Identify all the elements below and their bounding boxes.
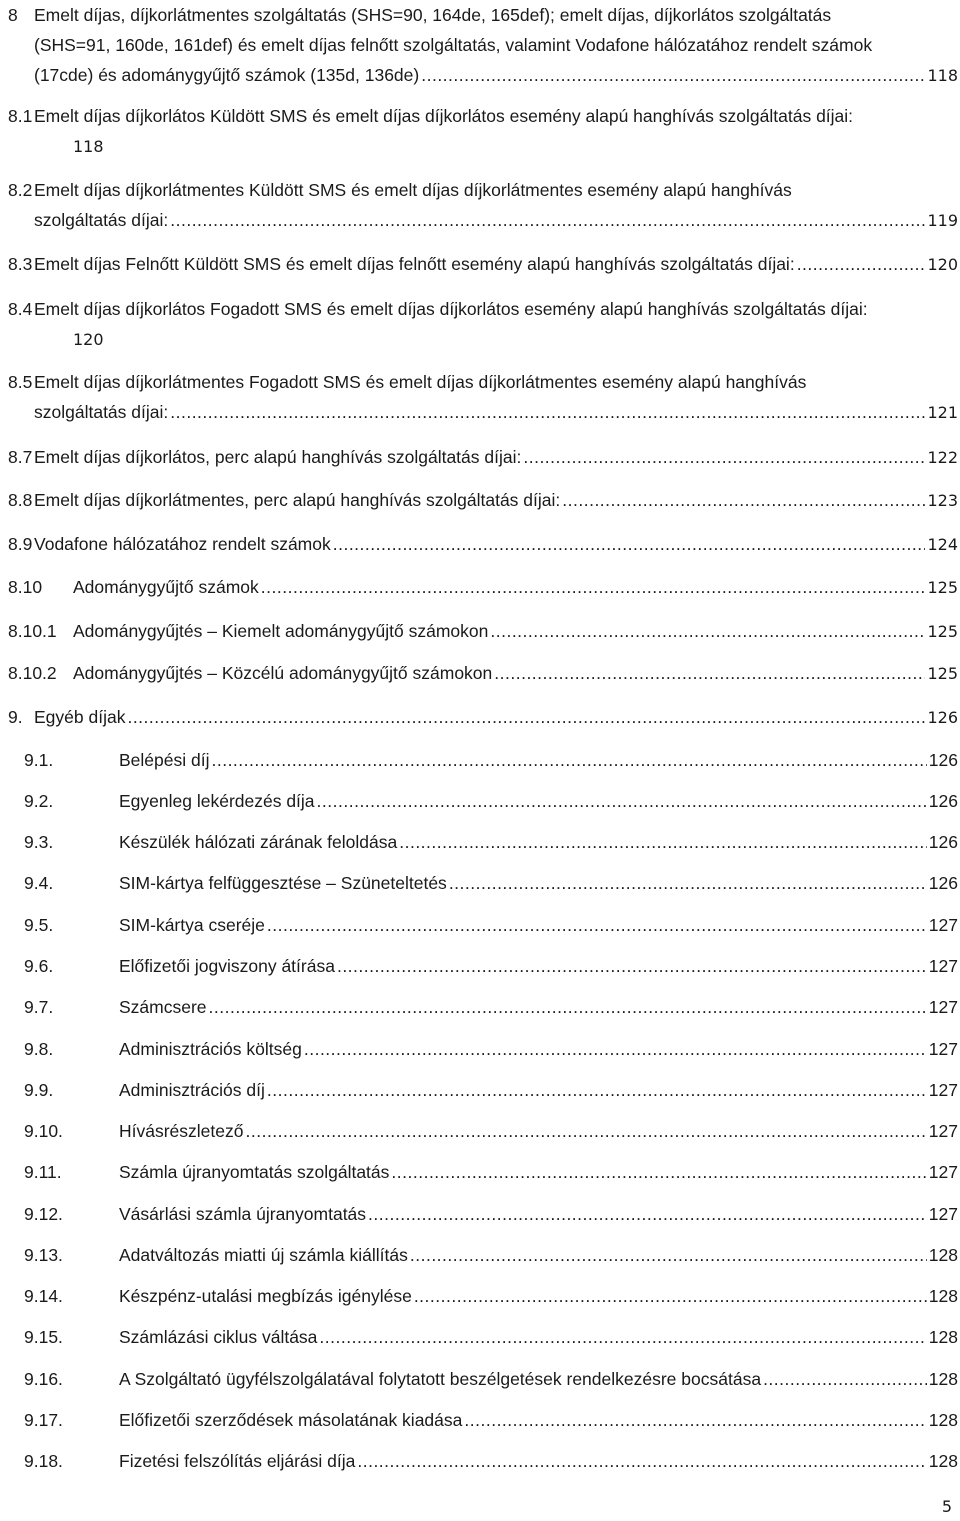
dot-leader [449,871,927,895]
toc-entry-number: 9.7. [24,997,54,1017]
toc-entry-page: 124 [927,535,958,554]
toc-entry-title: Vásárlási számla újranyomtatás [119,1204,367,1224]
toc-entry-title: Előfizetői szerződések másolatának kiadása [119,1410,463,1430]
toc-entry-number: 9.5. [24,915,54,935]
dot-leader [797,252,926,276]
toc-entry-title: Vodafone hálózatához rendelt számok [34,534,331,554]
toc-entry-title: Készülék hálózati zárának feloldása [119,832,398,852]
toc-entry-title: Fizetési felszólítás eljárási díja [119,1451,356,1471]
toc-entry-title: (17cde) és adománygyűjtő számok (135d, 136de) [34,65,420,85]
toc-entry-number: 8.9 [8,534,33,554]
toc-entry-number: 8.1 [8,106,33,126]
toc-entry-title: Emelt díjas díjkorlátos Küldött SMS és emelt díjas díjkorlátos esemény alapú hanghívás szolgáltatás díjai: [34,106,854,126]
toc-entry-title: SIM-kártya cseréje [119,915,265,935]
dot-leader [399,830,927,854]
dot-leader [333,532,926,556]
toc-entry-number: 8.8 [8,490,33,510]
toc-entry-title: Adománygyűjtés – Kiemelt adománygyűjtő számokon [73,621,489,641]
dot-leader [464,1408,926,1432]
dot-leader [261,575,926,599]
toc-entry-page: 128 [928,1286,958,1306]
toc-entry-title: SIM-kártya felfüggesztése – Szüneteltetés [119,873,447,893]
toc-entry-title: Adminisztrációs költség [119,1039,302,1059]
toc-entry-number: 9.18. [24,1451,63,1471]
toc-entry-page: 127 [928,1204,958,1224]
toc-entry-page: 120 [73,330,104,349]
dot-leader [170,400,925,424]
toc-entry-page: 123 [927,491,958,510]
toc-entry-number: 9.3. [24,832,54,852]
toc-entry-page: 126 [928,873,958,893]
toc-entry-title: Emelt díjas díjkorlátmentes Fogadott SMS és emelt díjas díjkorlátmentes esemény alapú hanghívás [34,372,807,392]
toc-entry-title: Belépési díj [119,750,210,770]
toc-entry-page: 127 [928,1039,958,1059]
dot-leader [304,1037,927,1061]
toc-entry-number: 8.10.1 [8,621,57,641]
toc-entry-page: 128 [928,1245,958,1265]
toc-entry-title: Készpénz-utalási megbízás igénylése [119,1286,412,1306]
toc-entry-page: 126 [927,708,958,727]
toc-entry-page: 118 [73,137,104,156]
dot-leader [421,63,925,87]
toc-entry-page: 127 [928,1162,958,1182]
toc-entry-number: 8.7 [8,447,33,467]
toc-entry-title: Emelt díjas díjkorlátos Fogadott SMS és emelt díjas díjkorlátos esemény alapú hanghívás szolgáltatás díjai: [34,299,868,319]
toc-entry-title: Számlázási ciklus váltása [119,1327,318,1347]
toc-entry-number: 9.11. [24,1162,62,1182]
toc-entry-title: Adománygyűjtő számok [73,577,259,597]
toc-entry-page: 126 [928,791,958,811]
toc-entry-number: 8.3 [8,254,33,274]
toc-entry-page: 127 [928,1121,958,1141]
dot-leader [209,995,927,1019]
toc-entry-page: 122 [927,448,958,467]
dot-leader [317,789,927,813]
toc-entry-number: 9.1. [24,750,54,770]
toc-entry-page: 126 [928,832,958,852]
toc-entry-title: Adminisztrációs díj [119,1080,265,1100]
toc-entry-page: 118 [927,66,958,85]
toc-entry-number: 9.16. [24,1369,63,1389]
toc-entry-title: szolgáltatás díjai: [34,210,169,230]
toc-entry-page: 127 [928,1080,958,1100]
toc-entry-page: 128 [928,1410,958,1430]
dot-leader [490,619,925,643]
dot-leader [562,488,925,512]
dot-leader [523,445,925,469]
dot-leader [357,1449,926,1473]
dot-leader [414,1284,927,1308]
toc-entry-number: 8.4 [8,299,33,319]
toc-entry-number: 9.15. [24,1327,63,1347]
dot-leader [763,1367,927,1391]
toc-entry-title: Számcsere [119,997,207,1017]
toc-entry-title: Emelt díjas díjkorlátmentes, perc alapú hanghívás szolgáltatás díjai: [34,490,561,510]
toc-entry-page: 127 [928,915,958,935]
dot-leader [267,913,927,937]
toc-entry-title: szolgáltatás díjai: [34,402,169,422]
toc-entry-page: 121 [927,403,958,422]
dot-leader [368,1202,927,1226]
toc-entry-page: 126 [928,750,958,770]
toc-entry-page: 127 [928,956,958,976]
toc-entry-title: Emelt díjas díjkorlátmentes Küldött SMS és emelt díjas díjkorlátmentes esemény alapú hanghívás [34,180,792,200]
toc-entry-title: Egyenleg lekérdezés díja [119,791,315,811]
toc-entry-number: 9. [8,707,23,727]
toc-entry-title: A Szolgáltató ügyfélszolgálatával folytatott beszélgetések rendelkezésre bocsátása [119,1369,762,1389]
toc-entry-number: 9.10. [24,1121,63,1141]
toc-entry-number: 8.5 [8,372,33,392]
dot-leader [494,661,925,685]
toc-entry-page: 128 [928,1369,958,1389]
dot-leader [319,1325,926,1349]
toc-entry-title: Számla újranyomtatás szolgáltatás [119,1162,390,1182]
toc-entry-page: 125 [927,578,958,597]
toc-entry-number: 8.10 [8,577,43,597]
toc-entry-number: 8.10.2 [8,663,57,683]
toc-entry-title: Adománygyűjtés – Közcélú adománygyűjtő számokon [73,663,493,683]
toc-entry-page: 120 [927,255,958,274]
dot-leader [267,1078,927,1102]
toc-entry-title: Adatváltozás miatti új számla kiállítás [119,1245,408,1265]
toc-entry-page: 125 [927,622,958,641]
dot-leader [337,954,927,978]
toc-entry-number: 9.13. [24,1245,63,1265]
dot-leader [410,1243,927,1267]
toc-entry-title: Emelt díjas Felnőtt Küldött SMS és emelt díjas felnőtt esemény alapú hanghívás szolgáltatás díjai: [34,254,795,274]
toc-entry-title: Emelt díjas díjkorlátos, perc alapú hanghívás szolgáltatás díjai: [34,447,522,467]
toc-entry-page: 119 [927,211,958,230]
toc-entry-number: 9.4. [24,873,54,893]
page-number: 5 [941,1497,952,1516]
toc-entry-number: 8 [8,5,18,25]
toc-entry-page: 128 [928,1327,958,1347]
toc-entry-number: 9.2. [24,791,54,811]
toc-entry-title: Hívásrészletező [119,1121,244,1141]
toc-entry-title: Előfizetői jogviszony átírása [119,956,335,976]
dot-leader [246,1119,927,1143]
dot-leader [170,208,925,232]
toc-entry-title: (SHS=91, 160de, 161def) és emelt díjas felnőtt szolgáltatás, valamint Vodafone hálózatához rendelt számok [34,35,873,55]
toc-entry-page: 128 [928,1451,958,1471]
toc-entry-page: 125 [927,664,958,683]
toc-entry-number: 9.6. [24,956,54,976]
dot-leader [391,1160,926,1184]
toc-entry-number: 9.17. [24,1410,63,1430]
toc-entry-page: 127 [928,997,958,1017]
toc-entry-number: 8.2 [8,180,33,200]
dot-leader [211,748,926,772]
dot-leader [127,705,925,729]
toc-entry-title: Egyéb díjak [34,707,126,727]
toc-entry-number: 9.12. [24,1204,63,1224]
toc-entry-number: 9.9. [24,1080,54,1100]
toc-entry-number: 9.8. [24,1039,54,1059]
toc-entry-title: Emelt díjas, díjkorlátmentes szolgáltatás (SHS=90, 164de, 165def); emelt díjas, díjkorlátos szolgáltatás [34,5,832,25]
toc-entry-number: 9.14. [24,1286,63,1306]
